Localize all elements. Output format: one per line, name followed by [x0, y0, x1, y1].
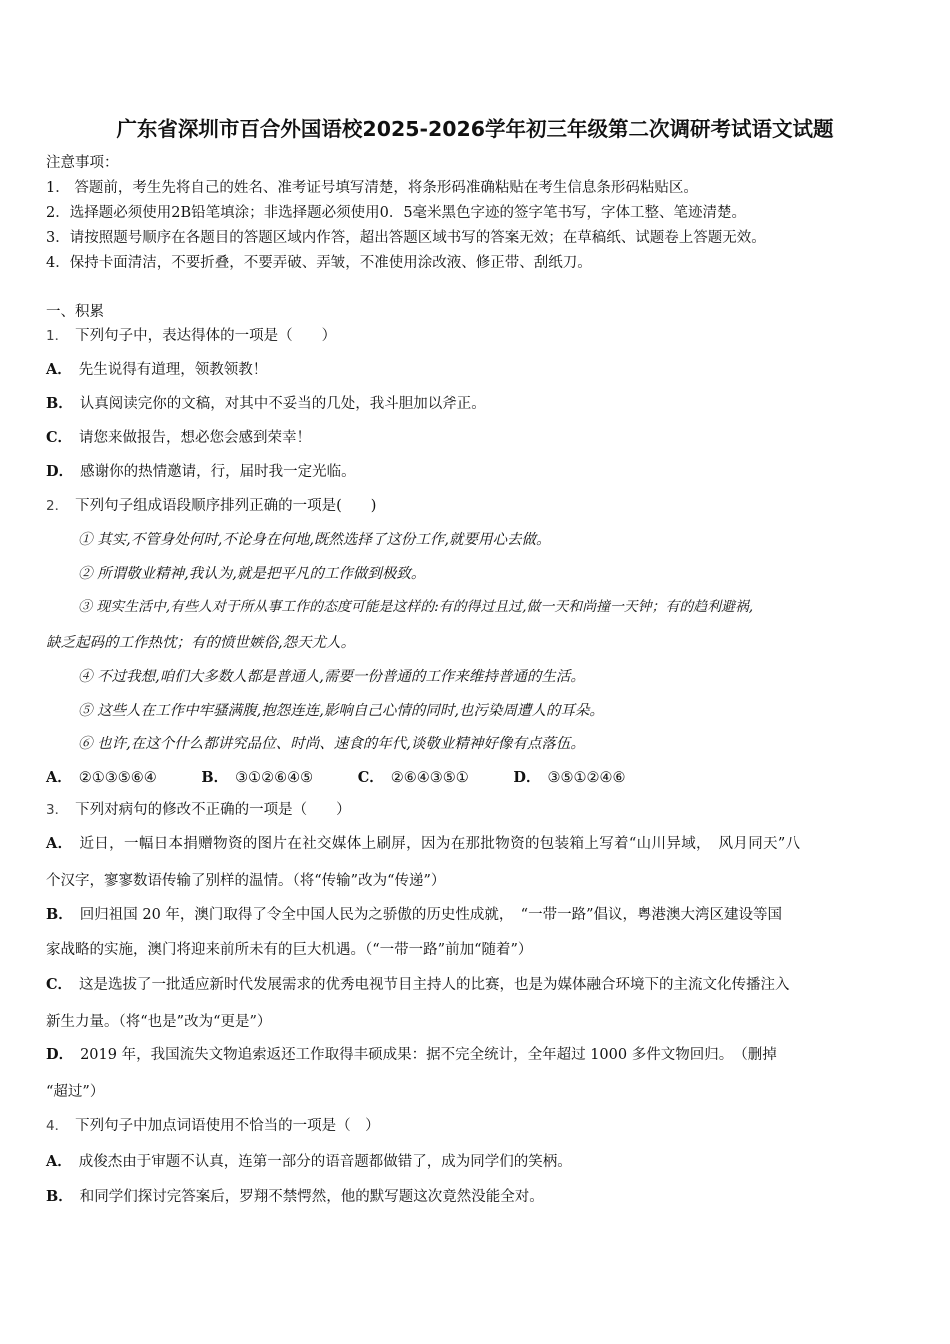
q2-sentence-2: ② 所谓敬业精神,我认为,就是把平凡的工作做到极致。: [78, 566, 426, 582]
question-2: [46, 496, 376, 516]
question-stem: 下列句子中，表达得体的一项是（ ）: [75, 328, 337, 344]
option-label: A．: [46, 361, 72, 378]
option-text: 这是选拔了一批适应新时代发展需求的优秀电视节目主持人的比赛，也是为媒体融合环境下的主流文化传播注入: [79, 977, 790, 993]
option-text: ③①②⑥④⑤: [235, 770, 314, 786]
q4-option-a: [46, 1152, 572, 1172]
notice-item-1: 1． 答题前，考生先将自己的姓名、准考证号填写清楚，将条形码准确粘贴在考生信息条形码粘贴区。: [46, 180, 698, 196]
option-label: D．: [513, 769, 541, 786]
q2-sentence-1: ① 其实,不管身处何时,不论身在何地,既然选择了这份工作,就要用心去做。: [78, 532, 551, 548]
q2-sentence-6: ⑥ 也许,在这个什么都讲究品位、时尚、速食的年代,谈敬业精神好像有点落伍。: [78, 736, 585, 752]
page-title: 广东省深圳市百合外国语校2025-2026学年初三年级第二次调研考试语文试题: [116, 117, 834, 141]
option-text: 2019 年，我国流失文物追索返还工作取得丰硕成果：据不完全统计，全年超过 1000 多件文物回归。 （删掉: [80, 1047, 777, 1063]
q3-option-a: [46, 834, 801, 854]
q2-sentence-4: ④ 不过我想,咱们大多数人都是普通人,需要一份普通的工作来维持普通的生活。: [78, 669, 585, 685]
notice-item-4: 4．保持卡面清洁，不要折叠，不要弄破、弄皱，不准使用涂改液、修正带、刮纸刀。: [46, 255, 592, 271]
option-label: A．: [46, 769, 72, 786]
question-stem: 下列句子组成语段顺序排列正确的一项是( ): [75, 498, 377, 514]
q3-option-b-cont: 家战略的实施，澳门将迎来前所未有的巨大机遇。（“一带一路”前加“随着”）: [46, 942, 533, 958]
q2-sentence-3-cont: 缺乏起码的工作热忱；有的愤世嫉俗,怨天尤人。: [46, 635, 356, 651]
question-number: 2．: [46, 498, 69, 514]
question-3: [46, 800, 351, 820]
q1-option-d: [46, 462, 356, 482]
q3-option-b: [46, 905, 782, 925]
q2-option-b: [201, 770, 313, 786]
option-text: ③⑤①②④⑥: [547, 770, 626, 786]
q2-options: [46, 766, 665, 787]
option-label: C．: [357, 769, 384, 786]
option-label: B．: [46, 395, 73, 412]
option-label: C．: [46, 976, 73, 993]
option-text: 回归祖国 20 年，澳门取得了令全中国人民为之骄傲的历史性成就， “一带一路”倡议，粤港澳大湾区建设等国: [79, 907, 783, 923]
option-label: C．: [46, 429, 73, 446]
q3-option-d: [46, 1045, 777, 1065]
option-text: 和同学们探讨完答案后，罗翔不禁愕然，他的默写题这次竟然没能全对。: [79, 1189, 544, 1205]
q1-option-c: [46, 428, 311, 448]
q2-option-d: [513, 770, 625, 786]
option-text: 请您来做报告，想必您会感到荣幸！: [79, 430, 312, 446]
notice-item-3: 3．请按照题号顺序在各题目的答题区域内作答，超出答题区域书写的答案无效；在草稿纸、试题卷上答题无效。: [46, 230, 766, 246]
option-label: B．: [46, 1188, 73, 1205]
notice-heading: 注意事项：: [46, 155, 119, 171]
option-text: 成俊杰由于审题不认真，连第一部分的语音题都做错了，成为同学们的笑柄。: [78, 1154, 572, 1170]
option-label: B．: [46, 906, 73, 923]
option-label: A．: [46, 835, 73, 852]
q3-option-c-cont: 新生力量。（将“也是”改为“更是”）: [46, 1014, 272, 1030]
option-label: B．: [201, 769, 229, 786]
q2-option-c: [358, 770, 469, 786]
q3-option-d-cont: “超过”）: [46, 1084, 105, 1100]
question-4: [46, 1116, 380, 1136]
option-label: D．: [46, 1046, 74, 1063]
q4-option-b: [46, 1187, 544, 1207]
question-number: 3．: [46, 802, 69, 818]
q2-option-a: [46, 770, 157, 786]
question-number: 4．: [46, 1118, 69, 1134]
option-label: D．: [46, 463, 74, 480]
option-text: ②⑥④③⑤①: [390, 770, 469, 786]
option-text: 认真阅读完你的文稿，对其中不妥当的几处，我斗胆加以斧正。: [79, 396, 486, 412]
question-stem: 下列句子中加点词语使用不恰当的一项是（ ）: [75, 1118, 380, 1134]
notice-item-2: 2．选择题必须使用2B铅笔填涂；非选择题必须使用0．5毫米黑色字迹的签字笔书写，字体工整、笔迹清楚。: [46, 205, 747, 221]
q1-option-a: [46, 360, 267, 380]
option-text: ②①③⑤⑥④: [78, 770, 157, 786]
option-text: 先生说得有道理，领教领教！: [78, 362, 268, 378]
option-text: 感谢你的热情邀请，行，届时我一定光临。: [80, 464, 356, 480]
option-label: A．: [46, 1153, 72, 1170]
q2-sentence-3: ③ 现实生活中,有些人对于所从事工作的态度可能是这样的:有的得过且过,做一天和尚撞一天钟；有的趋利避祸,: [78, 599, 754, 615]
question-number: 1．: [46, 328, 69, 344]
section-heading: 一、积累: [46, 304, 104, 320]
option-text: 近日，一幅日本捐赠物资的图片在社交媒体上刷屏，因为在那批物资的包装箱上写着“山川异域， 风月同天”八: [79, 836, 801, 852]
q1-option-b: [46, 394, 486, 414]
q3-option-c: [46, 975, 790, 995]
q3-option-a-cont: 个汉字，寥寥数语传输了别样的温情。（将“传输”改为“传递”）: [46, 873, 446, 889]
question-stem: 下列对病句的修改不正确的一项是（ ）: [75, 802, 351, 818]
question-1: [46, 326, 336, 346]
q2-sentence-5: ⑤ 这些人在工作中牢骚满腹,抱怨连连,影响自己心情的同时,也污染周遭人的耳朵。: [78, 703, 604, 719]
